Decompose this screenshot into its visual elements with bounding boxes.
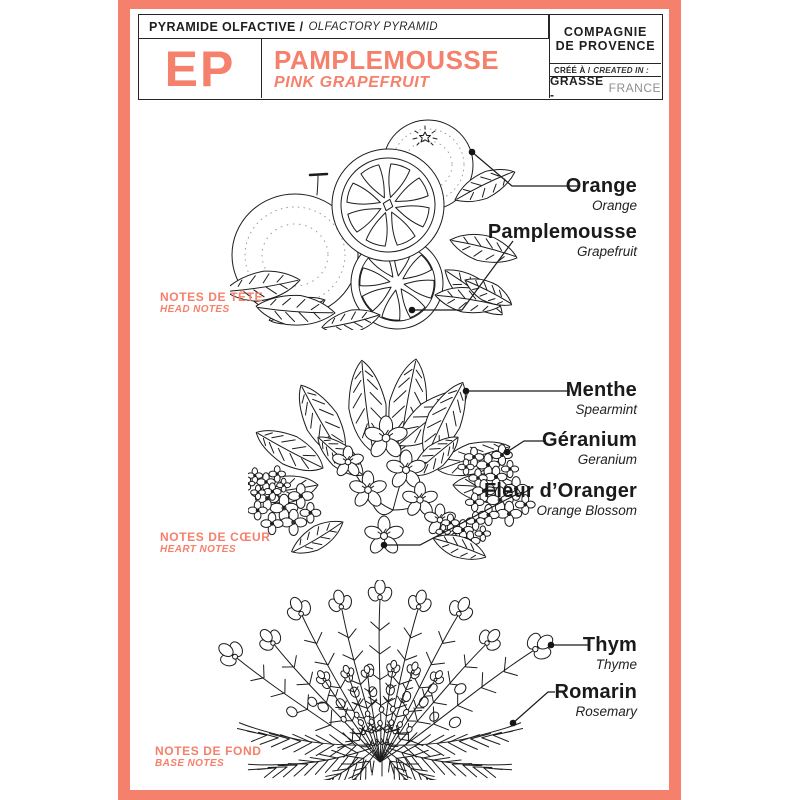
section-label-fr: NOTES DE FOND [155, 744, 262, 758]
head-notes-illustration [230, 105, 535, 330]
fragrance-title [262, 39, 549, 98]
note-name-en: Thyme [595, 657, 637, 672]
note-label-thym [427, 634, 637, 673]
strip-title-fr: PYRAMIDE OLFACTIVE / [149, 19, 304, 34]
note-label-orange [427, 175, 637, 214]
note-name-en: Geranium [577, 452, 637, 467]
section-label-en: HEART NOTES [160, 544, 236, 555]
section-label-fr: NOTES DE TÊTE [160, 290, 264, 304]
strip-title-en: OLFACTORY PYRAMID [308, 20, 438, 33]
origin-city: GRASSE - [550, 73, 604, 102]
note-name-en: Orange Blossom [536, 503, 637, 518]
note-label-fleur-doranger [427, 480, 637, 519]
note-name-fr: Pamplemousse [487, 221, 637, 243]
note-name-en: Orange [591, 198, 637, 213]
brand-name [549, 15, 661, 63]
note-label-romarin [427, 681, 637, 720]
note-name-en: Spearmint [575, 402, 637, 417]
note-name-fr: Menthe [565, 379, 637, 401]
note-name-fr: Romarin [554, 681, 637, 703]
section-label-fr: NOTES DE CŒUR [160, 530, 271, 544]
created-in-fr: CRÉÉ À / [554, 65, 591, 75]
brand-line1: COMPAGNIE [563, 25, 648, 39]
origin-country: FRANCE [608, 80, 661, 95]
note-name-fr: Thym [582, 634, 637, 656]
fragrance-title-en: PINK GRAPEFRUIT [274, 73, 430, 91]
base-notes-illustration [210, 580, 555, 780]
section-label-en: HEAD NOTES [160, 304, 230, 315]
note-name-en: Rosemary [575, 704, 637, 719]
note-name-en: Grapefruit [576, 244, 637, 259]
header-table [138, 14, 663, 100]
section-label-head-notes [160, 291, 263, 316]
header-strip [139, 15, 549, 39]
note-label-menthe [427, 379, 637, 418]
note-name-fr: Orange [565, 175, 637, 197]
note-label-pamplemousse [427, 221, 637, 260]
section-label-base-notes [155, 745, 261, 770]
origin-place [549, 73, 661, 102]
monogram: EP [139, 39, 262, 98]
note-name-fr: Géranium [542, 429, 637, 451]
note-name-fr: Fleur d’Oranger [483, 480, 637, 502]
section-label-heart-notes [160, 531, 270, 556]
fragrance-title-fr: PAMPLEMOUSSE [274, 44, 500, 75]
note-label-geranium [427, 429, 637, 468]
brand-line2: DE PROVENCE [555, 39, 656, 53]
section-label-en: BASE NOTES [155, 758, 225, 769]
created-in-en: CREATED IN : [593, 65, 649, 75]
